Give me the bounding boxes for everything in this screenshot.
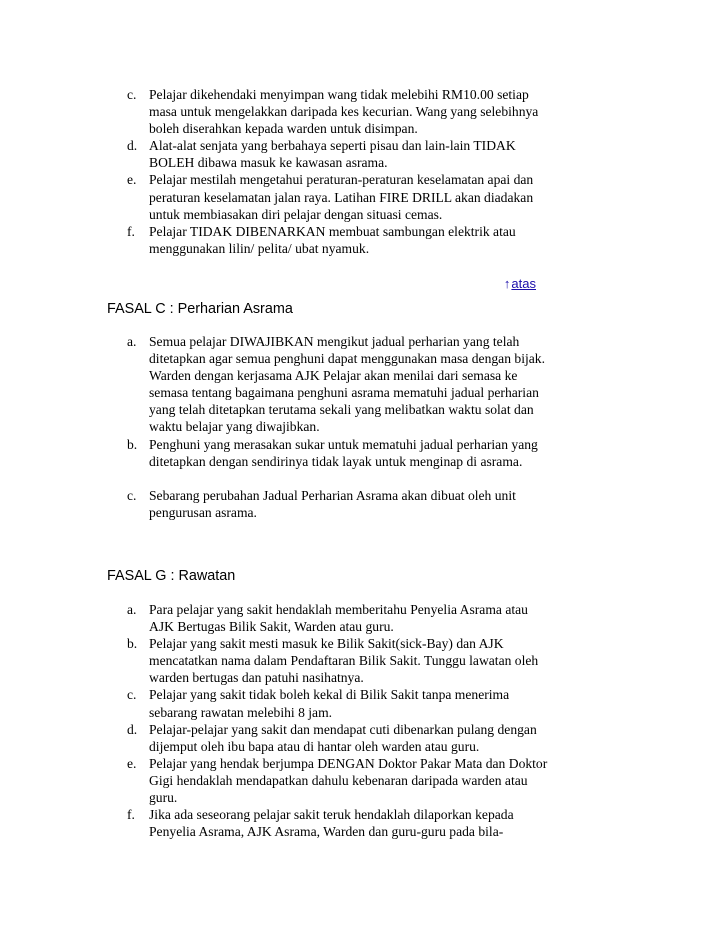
list-marker: e.: [127, 755, 137, 771]
list-marker: b.: [127, 436, 138, 452]
list-item: [127, 86, 549, 137]
list-marker: d.: [127, 721, 138, 737]
list-item: [127, 137, 549, 171]
list-item-text: Pelajar-pelajar yang sakit dan mendapat cuti dibenarkan pulang dengan dijemput oleh ibu bapa atau di hantar oleh warden atau guru.: [149, 721, 537, 754]
list-item: [127, 601, 549, 635]
list-item-text: Pelajar yang hendak berjumpa DENGAN Doktor Pakar Mata dan Doktor Gigi hendaklah mendapatkan dahulu kebenaran daripada warden atau guru.: [149, 755, 548, 806]
list-item-text: Alat-alat senjata yang berbahaya seperti pisau dan lain-lain TIDAK BOLEH dibawa masuk ke kawasan asrama.: [149, 138, 516, 171]
up-arrow-icon: ↑: [503, 276, 511, 291]
list-marker: f.: [127, 807, 135, 823]
list-item-text: Sebarang perubahan Jadual Perharian Asrama akan dibuat oleh unit pengurusan asrama.: [149, 487, 516, 520]
list-item-text: Semua pelajar DIWAJIBKAN mengikut jadual perharian yang telah ditetapkan agar semua penghuni dapat menggunakan masa dengan bijak. Warden dengan kerjasama AJK Pelajar akan menilai dari semasa ke semasa tentang bagaimana penghuni asrama mematuhi jadual perharian yang telah ditetapkan terutama sekali yang melibatkan waktu solat dan waktu belajar yang diwajibkan.: [149, 334, 545, 435]
list-item: [127, 171, 549, 222]
section-c-list: [127, 333, 549, 521]
list-marker: b.: [127, 636, 138, 652]
list-item-text: Penghuni yang merasakan sukar untuk mematuhi jadual perharian yang ditetapkan dengan sendirinya tidak layak untuk menginap di asrama.: [149, 436, 538, 469]
list-marker: c.: [127, 687, 137, 703]
list-item-text: Pelajar dikehendaki menyimpan wang tidak melebihi RM10.00 setiap masa untuk mengelakkan daripada kes kecurian. Wang yang selebihnya boleh diserahkan kepada warden untuk disimpan.: [149, 87, 539, 137]
list-item: [127, 635, 549, 686]
list-item-text: Pelajar yang sakit tidak boleh kekal di Bilik Sakit tanpa menerima sebarang rawatan melebihi 8 jam.: [149, 687, 510, 720]
list-marker: a.: [127, 334, 137, 349]
list-marker: e.: [127, 172, 137, 188]
list-marker: d.: [127, 138, 138, 154]
list-marker: c.: [127, 87, 137, 102]
list-marker: a.: [127, 602, 137, 617]
list-item: [127, 806, 549, 840]
back-to-top-label: atas: [511, 276, 536, 291]
section-g-heading: FASAL G : Rawatan: [107, 568, 236, 584]
list-item-text: Jika ada seseorang pelajar sakit teruk hendaklah dilaporkan kepada Penyelia Asrama, AJK Asrama, Warden dan guru-guru pada bila-: [149, 807, 514, 840]
list-item: [127, 755, 549, 806]
list-item: [127, 223, 549, 257]
section-g-list: [127, 601, 549, 840]
list-marker: f.: [127, 223, 135, 239]
list-item-text: Pelajar yang sakit mesti masuk ke Bilik Sakit(sick-Bay) dan AJK mencatatkan nama dalam Pendaftaran Bilik Sakit. Tunggu lawatan oleh warden bertugas dan patuhi nasihatnya.: [149, 636, 539, 686]
list-item: [127, 721, 549, 755]
list-item-text: Pelajar mestilah mengetahui peraturan-peraturan keselamatan apai dan peraturan keselamatan jalan raya. Latihan FIRE DRILL akan diadakan untuk membiasakan diri pelajar dengan situasi cemas.: [149, 172, 534, 222]
list-item-text: Pelajar TIDAK DIBENARKAN membuat sambungan elektrik atau menggunakan lilin/ pelita/ ubat nyamuk.: [149, 223, 516, 256]
list-item: [127, 686, 549, 720]
list-item: [127, 333, 549, 436]
section-c-heading: FASAL C : Perharian Asrama: [107, 301, 293, 317]
list-item: [127, 436, 549, 470]
list-item: [127, 487, 549, 521]
rules-list-continued: [127, 86, 549, 257]
list-marker: c.: [127, 487, 137, 503]
list-item-text: Para pelajar yang sakit hendaklah memberitahu Penyelia Asrama atau AJK Bertugas Bilik Sakit, Warden atau guru.: [149, 602, 528, 635]
back-to-top-link[interactable]: [504, 276, 536, 291]
